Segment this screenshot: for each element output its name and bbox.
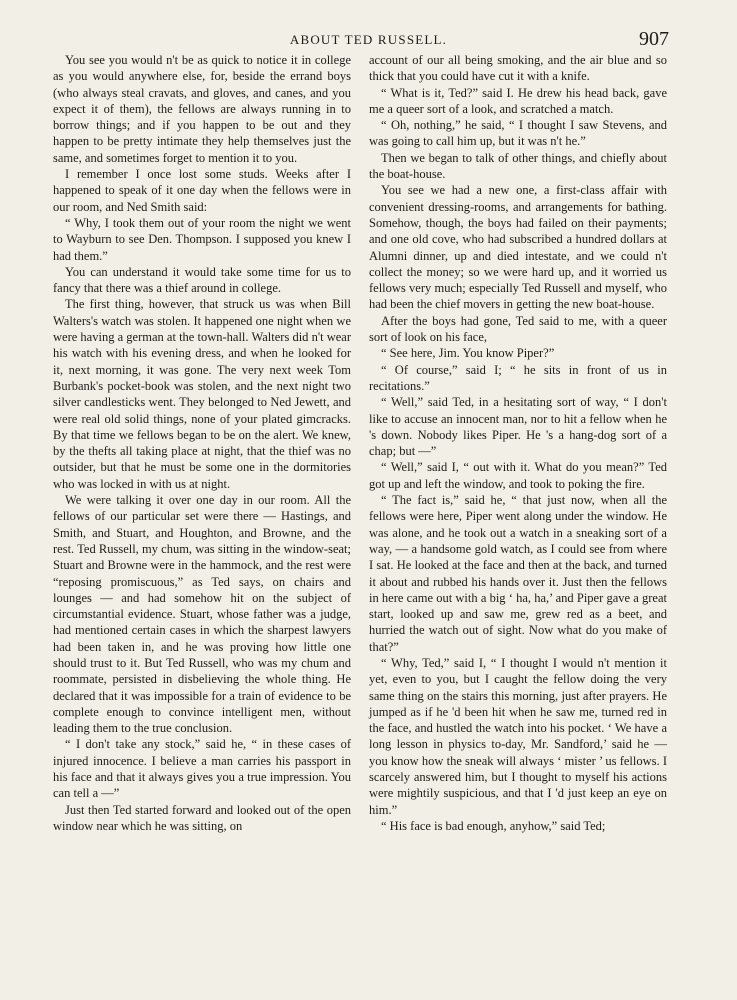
paragraph: After the boys had gone, Ted said to me, with a queer sort of look on his face, bbox=[369, 313, 667, 345]
paragraph: I remember I once lost some studs. Weeks after I happened to speak of it one day when the fellows were in our room, and Ned Smith said: bbox=[53, 167, 351, 214]
paragraph: “ Why, Ted,” said I, “ I thought I would n't mention it yet, even to you, but I caught the fellow doing the very same thing on the stairs this morning, just after prayers. He jumped as if he 'd been hit when he saw me, turned red in the face, and hustled the watch into his pocket. ‘ We have a long lesson in physics to-day, Mr. Sandford,’ said he — you know how the sneak will always ‘ mister ’ us fellows. I scarcely answered him, but I thought to myself his actions were mightily suspicious, and that I 'd just keep an eye on him.” bbox=[369, 655, 667, 817]
paragraph: “ His face is bad enough, anyhow,” said Ted; bbox=[381, 818, 606, 833]
paragraph: “ What is it, Ted?” said I. He drew his head back, gave me a queer sort of a look, and scratched a match. bbox=[369, 85, 667, 116]
paragraph: “ I don't take any stock,” said he, “ in these cases of injured innocence. I believe a man carries his passport in his face and that it always gives you a true impression. You can tell a —” bbox=[53, 737, 351, 801]
paragraph: “ Why, I took them out of your room the night we went to Wayburn to see Den. Thompson. I supposed you knew I had them.” bbox=[53, 215, 351, 263]
paragraph: We were talking it over one day in our room. All the fellows of our particular set were there — Hastings, and Smith, and Stuart, and Houghton, and Browne, and the rest. Ted Russell, my chum, was sitting in the window-seat; Stuart and Browne were in the hammock, and the rest were “reposing promiscuous,” as Ted says, on chairs and lounges — and had somehow hit on the subject of circumstantial evidence. Stuart, whose father was a judge, had mentioned certain cases in which the sharpest lawyers had been taken in, and he was proving how little one should trust to it. But Ted Russell, who was my chum and roommate, persisted in disbelieving the whole thing. He declared that it was impossible for a train of evidence to be complete enough to convince intelligent men, without leading them to the true conclusion. bbox=[53, 493, 351, 736]
text-columns bbox=[53, 52, 667, 834]
paragraph: “ The fact is,” said he, “ that just now, when all the fellows were here, Piper went along under the window. He was alone, and he took out a watch in a sneaking sort of a way, — a handsome gold watch, as I could see from where I sat. He looked at the face and then at the back, and turned it about and rubbed his hands over it. Just then the fellows in here came out with a big ‘ ha, ha,’ and Piper gave a great start, looked up and saw me, grew red as a beet, and hurried the watch out of sight. Now what do you make of that?” bbox=[369, 493, 667, 654]
page-number: 907 bbox=[639, 28, 669, 50]
paragraph: You see you would n't be as quick to notice it in college as you would anywhere else, for, beside the errand boys (who always steal cravats, and gloves, and canes, and you expect it of them), the fellows are always running in to borrow things; and if you happen to be out and they happen to be pretty intimate they help themselves just the same, and sometimes forget to mention it to you. bbox=[53, 53, 351, 165]
paragraph: You can understand it would take some time for us to fancy that there was a thief around in college. bbox=[53, 264, 351, 296]
paragraph: Then we began to talk of other things, and chiefly about the boat-house. bbox=[369, 150, 667, 182]
paragraph: “ Oh, nothing,” he said, “ I thought I saw Stevens, and was going to call him up, but it was n't he.” bbox=[369, 118, 667, 149]
paragraph: The first thing, however, that struck us was when Bill Walters's watch was stolen. It happened one night when we were having a german at the town-hall. Walters did n't wear his watch with his evening dress, and when he looked for it, next morning, it was gone. The very next week Tom Burbank's pocket-book was stolen, and the next night two silver candlesticks went. They belonged to Ned Jewett, and were real old solid things, none of your plated gimcracks. By that time we fellows began to be on the alert. We knew, by the thefts all taking place at night, that the thief was no outsider, but that he must be some one in the dormitories who was locked in with us at night. bbox=[53, 297, 351, 491]
paragraph: “ Well,” said Ted, in a hesitating sort of way, “ I don't like to accuse an innocent man, nor to hit a fellow when he 's down. Nobody likes Piper. He 's a hang-dog sort of a chap; but —” bbox=[369, 395, 667, 459]
paragraph-continuation: account of our all being smoking, and the air blue and so thick that you could have cut it with a knife. bbox=[369, 53, 667, 84]
paragraph: “ See here, Jim. You know Piper?” bbox=[381, 346, 555, 361]
paragraph: “ Well,” said I, “ out with it. What do you mean?” Ted got up and left the window, and took to poking the fire. bbox=[369, 460, 667, 491]
paragraph: You see we had a new one, a first-class affair with convenient dressing-rooms, and arrangements for bathing. Somehow, though, the boys had failed on their payments; and one old cove, who had subscribed a hundred dollars at Alumni dinner, up and died intestate, and we could n't collect the money; so we were hard up, and it worried us fellows very much; especially Ted Russell and myself, who had been the chief movers in getting the new boat-house. bbox=[369, 183, 667, 312]
running-title: ABOUT TED RUSSELL. bbox=[289, 32, 448, 47]
paragraph: “ Of course,” said I; “ he sits in front of us in recitations.” bbox=[369, 362, 667, 393]
right-column bbox=[369, 52, 667, 834]
paragraph: Just then Ted started forward and looked out of the open window near which he was sitting, on bbox=[53, 802, 351, 833]
left-column bbox=[53, 52, 351, 834]
